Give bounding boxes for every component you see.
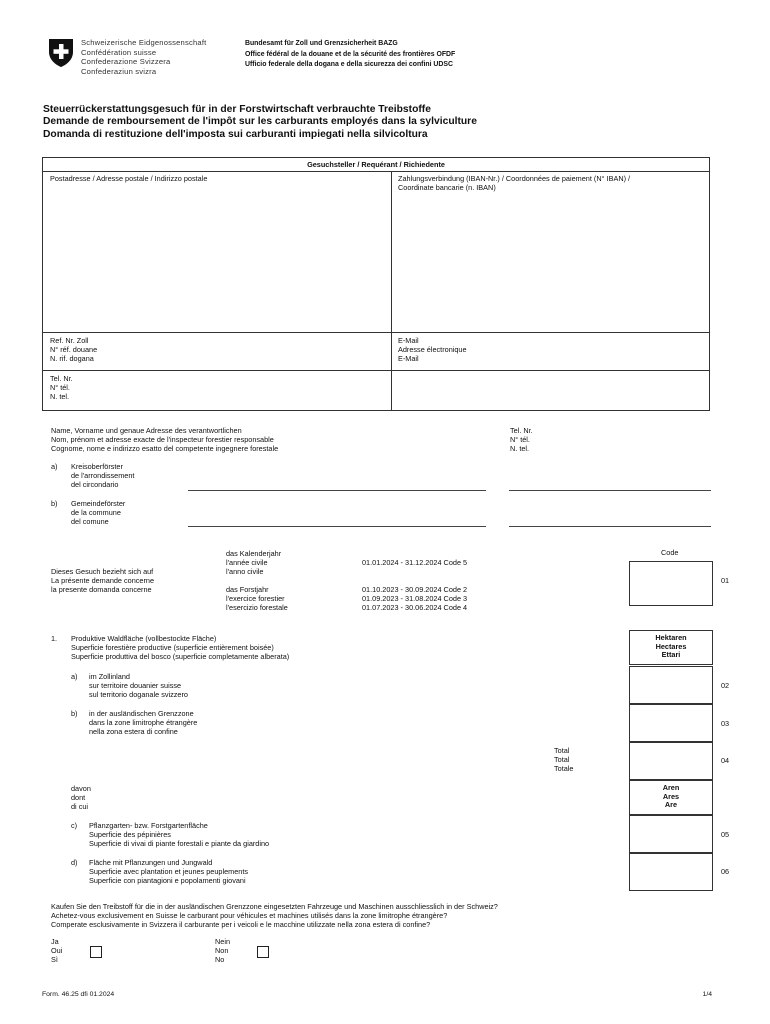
row-code-03: 03	[721, 719, 730, 728]
yes-label	[51, 937, 62, 964]
ares-unit-line: Aren	[662, 783, 680, 792]
total-line: Total	[554, 746, 570, 755]
border-zone-line: nella zona estera di confine	[89, 727, 178, 736]
customs-territory-hectares-input[interactable]	[629, 666, 713, 704]
request-concerns-line: Dieses Gesuch bezieht sich auf	[51, 567, 154, 576]
applicant-heading: Gesuchsteller / Requérant / Richiedente	[43, 158, 709, 172]
table-divider-vertical	[391, 171, 392, 410]
email-label: E-Mail	[398, 336, 419, 345]
district-forester-line: del circondario	[71, 480, 119, 489]
inspector-tel-label	[510, 426, 533, 453]
confederation-names	[81, 38, 206, 76]
code-heading: Code	[661, 548, 679, 557]
forest-year-line: l'esercizio forestale	[226, 603, 288, 612]
customs-territory-line: im Zollinland	[89, 672, 130, 681]
title-line: Domanda di restituzione dell'imposta sui carburanti impiegati nella silvicoltura	[43, 128, 428, 140]
commune-forester-tel-input[interactable]	[509, 526, 711, 527]
calendar-year-line: l'année civile	[226, 558, 268, 567]
border-zone-line: dans la zone limitrophe étrangère	[89, 718, 198, 727]
yes-checkbox[interactable]	[90, 946, 102, 958]
nursery-ares-input[interactable]	[629, 815, 713, 853]
forest-year-line: l'exercice forestier	[226, 594, 285, 603]
yes-line: Oui	[51, 946, 63, 955]
no-checkbox[interactable]	[257, 946, 269, 958]
period-code-input[interactable]	[629, 561, 713, 606]
title-line: Demande de remboursement de l'impôt sur les carburants employés dans la sylviculture	[43, 116, 477, 128]
inspector-name-line: Nom, prénom et adresse exacte de l'inspecteur forestier responsable	[51, 435, 274, 444]
area-number: 1.	[51, 634, 58, 643]
email-label: Adresse électronique	[398, 345, 467, 354]
nursery-line: Superficie des pépinières	[89, 830, 171, 839]
hectares-unit-line: Hektaren	[655, 633, 687, 642]
confed-line: Confederazione Svizzera	[81, 57, 171, 66]
no-line: Nein	[215, 937, 231, 946]
question-line: Comperate esclusivamente in Svizzera il carburante per i veicoli e le macchine utilizzate nella zona estera di confine?	[51, 920, 431, 929]
postal-address-label: Postadresse / Adresse postale / Indirizzo postale	[50, 174, 208, 183]
applicant-extra-field[interactable]	[398, 374, 703, 408]
customs-reference-field[interactable]	[50, 336, 385, 368]
inspector-name-line: Name, Vorname und genaue Adresse des verantwortlichen	[51, 426, 242, 435]
border-zone-hectares-input[interactable]	[629, 704, 713, 742]
davon-line: di cui	[71, 802, 89, 811]
confed-line: Confédération suisse	[81, 47, 157, 57]
plantation-label	[89, 858, 248, 885]
commune-forester-line: del comune	[71, 517, 109, 526]
swiss-shield-icon	[48, 38, 74, 68]
calendar-year-line: l'anno civile	[226, 567, 264, 576]
commune-forester-label	[71, 499, 125, 526]
swiss-coat-of-arms-logo	[48, 38, 74, 68]
customs-territory-label	[89, 672, 188, 699]
ares-unit-line: Are	[664, 800, 678, 809]
applicant-table	[42, 157, 710, 411]
commune-forester-line: de la commune	[71, 508, 121, 517]
row-code-02: 02	[721, 681, 730, 690]
table-divider-row	[43, 370, 709, 371]
davon-label	[71, 784, 91, 811]
total-label	[554, 746, 573, 773]
customs-reference-label: Ref. Nr. Zoll	[50, 336, 89, 345]
title-line: Steuerrückerstattungsgesuch für in der Forstwirtschaft verbrauchte Treibstoffe	[43, 104, 431, 115]
hectares-unit-header	[629, 630, 713, 665]
commune-forester-line: Gemeindeförster	[71, 499, 126, 508]
plantation-ares-input[interactable]	[629, 853, 713, 891]
bank-details-label: Coordinate bancarie (n. IBAN)	[398, 183, 496, 192]
border-zone-line: in der ausländischen Grenzzone	[89, 709, 194, 718]
row-code-01: 01	[721, 576, 730, 585]
customs-territory-line: sul territorio doganale svizzero	[89, 690, 188, 699]
email-field[interactable]	[398, 336, 703, 368]
area-c-marker: c)	[71, 821, 78, 830]
area-d-marker: d)	[71, 858, 78, 867]
area-a-marker: a)	[71, 672, 78, 681]
question-line: Kaufen Sie den Treibstoff für die in der ausländischen Grenzzone eingesetzten Fahrzeuge und Maschinen ausschliesslich in der Schweiz?	[51, 902, 498, 911]
productive-forest-label	[71, 634, 289, 661]
no-label	[215, 937, 230, 964]
form-id: Form. 46.25 dfi 01.2024	[42, 991, 115, 998]
inspector-tel-line: Tel. Nr.	[510, 426, 533, 435]
row-code-04: 04	[721, 756, 730, 765]
calendar-year-label	[226, 549, 281, 576]
area-b-marker: b)	[71, 709, 78, 718]
customs-reference-label: N. rif. dogana	[50, 354, 94, 363]
inspector-tel-line: N° tél.	[510, 435, 530, 444]
district-forester-label	[71, 462, 134, 489]
postal-address-field[interactable]	[50, 174, 385, 329]
bank-details-field[interactable]	[398, 174, 703, 329]
total-line: Total	[554, 755, 570, 764]
phone-field[interactable]	[50, 374, 385, 408]
email-label: E-Mail	[398, 354, 419, 363]
ares-unit-line: Ares	[662, 791, 680, 801]
forest-year-values	[362, 585, 467, 612]
total-line: Totale	[554, 764, 574, 773]
form-title	[43, 104, 477, 141]
productive-forest-line: Produktive Waldfläche (vollbestockte Fläche)	[71, 634, 217, 643]
request-concerns-label	[51, 567, 154, 594]
office-line: Ufficio federale della dogana e della sicurezza dei confini UDSC	[245, 61, 453, 68]
forest-year-line: das Forstjahr	[226, 585, 269, 594]
inspector-name-line: Cognome, nome e indirizzo esatto del competente ingegnere forestale	[51, 444, 279, 453]
forest-year-value: 01.09.2023 - 31.08.2024 Code 3	[362, 594, 468, 603]
inspector-a-marker: a)	[51, 462, 58, 471]
yes-line: Ja	[51, 937, 59, 946]
phone-label: Tel. Nr.	[50, 374, 73, 383]
border-zone-label	[89, 709, 197, 736]
productive-forest-line: Superficie forestière productive (superficie entièrement boisée)	[71, 643, 274, 652]
page-number: 1/4	[702, 991, 712, 998]
commune-forester-name-input[interactable]	[188, 526, 486, 527]
yes-line: Sì	[51, 955, 58, 964]
inspector-b-marker: b)	[51, 499, 58, 508]
nursery-line: Pflanzgarten- bzw. Forstgartenfläche	[89, 821, 208, 830]
plantation-line: Superficie avec plantation et jeunes peuplements	[89, 867, 249, 876]
plantation-line: Superficie con piantagioni e popolamenti giovani	[89, 876, 246, 885]
request-concerns-line: La présente demande concerne	[51, 576, 155, 585]
question-line: Achetez-vous exclusivement en Suisse le carburant pour véhicules et machines utilisés dans la zone limitrophe étrangère?	[51, 911, 448, 920]
nursery-line: Superficie di vivai di piante forestali e piante da giardino	[89, 839, 270, 848]
nursery-label	[89, 821, 269, 848]
hectares-unit-line: Ettari	[661, 650, 681, 659]
customs-territory-line: sur territoire douanier suisse	[89, 681, 182, 690]
calendar-year-value: 01.01.2024 - 31.12.2024 Code 5	[362, 558, 468, 567]
fuel-purchase-question	[51, 902, 498, 929]
office-line: Office fédéral de la douane et de la sécurité des frontières OFDF	[245, 50, 456, 58]
inspector-tel-line: N. tel.	[510, 444, 530, 453]
office-names	[245, 39, 455, 71]
productive-forest-line: Superficie produttiva del bosco (superficie completamente alberata)	[71, 652, 290, 661]
davon-line: dont	[71, 793, 86, 802]
phone-label: N. tel.	[50, 392, 70, 401]
row-code-05: 05	[721, 830, 730, 839]
calendar-year-line: das Kalenderjahr	[226, 549, 282, 558]
forest-year-label	[226, 585, 288, 612]
row-code-06: 06	[721, 867, 730, 876]
forest-year-value: 01.10.2023 - 30.09.2024 Code 2	[362, 585, 468, 594]
hectares-unit-line: Hectares	[655, 641, 687, 651]
table-divider-row	[43, 332, 709, 333]
district-forester-tel-input[interactable]	[509, 490, 711, 491]
bank-details-label: Zahlungsverbindung (IBAN-Nr.) / Coordonnées de paiement (N° IBAN) /	[398, 174, 631, 183]
phone-label: N° tél.	[50, 383, 70, 392]
customs-reference-label: N° réf. douane	[50, 345, 98, 354]
inspector-name-label	[51, 426, 278, 453]
district-forester-line: de l'arrondissement	[71, 471, 135, 480]
district-forester-line: Kreisoberförster	[71, 462, 123, 471]
forest-year-value: 01.07.2023 - 30.06.2024 Code 4	[362, 603, 468, 612]
davon-line: davon	[71, 784, 91, 793]
district-forester-name-input[interactable]	[188, 490, 486, 491]
total-hectares-input[interactable]	[629, 742, 713, 780]
office-line: Bundesamt für Zoll und Grenzsicherheit BAZG	[245, 40, 398, 47]
confed-line: Confederaziun svizra	[81, 66, 157, 76]
request-concerns-line: la presente domanda concerne	[51, 585, 152, 594]
ares-unit-header	[629, 780, 713, 815]
no-line: Non	[215, 946, 229, 955]
no-line: No	[215, 955, 225, 964]
confed-line: Schweizerische Eidgenossenschaft	[81, 38, 207, 47]
plantation-line: Fläche mit Pflanzungen und Jungwald	[89, 858, 213, 867]
